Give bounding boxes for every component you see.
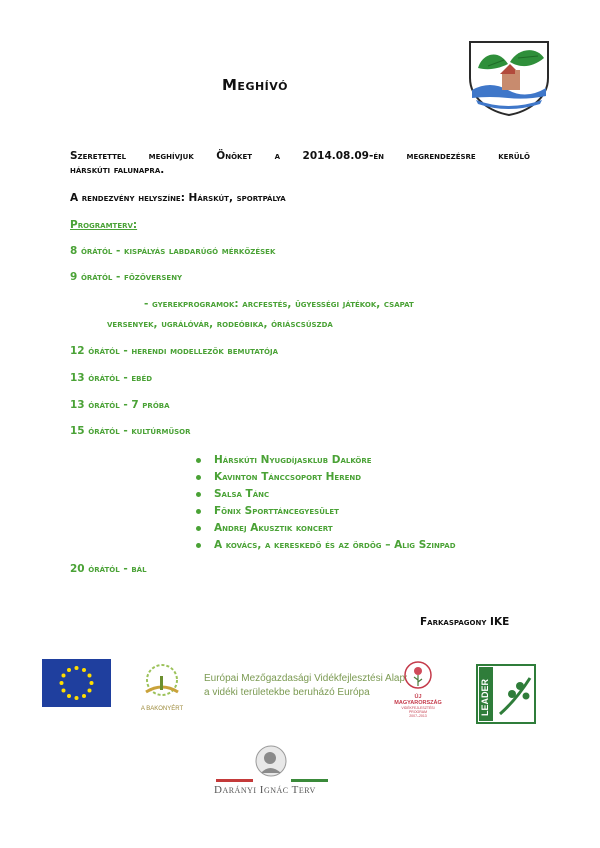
list-item: A kovács, a kereskedő és az ördög – Alig Szinpad	[196, 537, 456, 554]
intro-word: Szeretettel	[70, 150, 127, 162]
program-item: 20 órától - bál	[70, 563, 147, 575]
ujmo-years: 2007–2013	[409, 714, 427, 718]
eu-star-icon	[75, 666, 79, 670]
eu-star-icon	[88, 674, 92, 678]
eu-star-icon	[62, 689, 66, 693]
program-item: 15 órától - kultúrműsor	[70, 425, 191, 437]
eu-star-icon	[82, 694, 86, 698]
eafrd-line: a vidéki területekbe beruházó Európa	[204, 687, 370, 698]
eu-star-icon	[90, 681, 94, 685]
program-item: 13 órától - 7 próba	[70, 399, 170, 411]
eafrd-text	[204, 672, 408, 700]
portrait-icon	[255, 745, 287, 777]
list-item: Főnix Sporttáncegyesület	[196, 503, 456, 520]
ujmo-sub: VIDÉKFEJLESZTÉSI PROGRAM	[401, 706, 435, 714]
eu-flag-icon	[42, 659, 111, 707]
program-item: - gyerekprogramok: arcfestés, ügyességi játékok, csapat	[144, 298, 414, 310]
daranyi-label: Darányi Ignác Terv	[214, 784, 316, 796]
village-crest-icon	[468, 40, 550, 116]
signature: Farkaspagony IKE	[420, 616, 510, 628]
eu-star-icon	[60, 681, 64, 685]
list-item: Kavinton Tánccsoport Herend	[196, 469, 456, 486]
intro-word: Önöket	[216, 150, 253, 162]
eu-star-icon	[67, 694, 71, 698]
flower-icon	[403, 660, 433, 690]
eu-star-icon	[67, 668, 71, 672]
eu-star-icon	[82, 668, 86, 672]
intro-word: 2014.08.09-én	[302, 150, 384, 162]
leader-label: LEADER	[480, 678, 490, 716]
bakonyert-label: A BAKONYÉRT	[140, 706, 184, 712]
program-heading: Programterv:	[70, 219, 138, 231]
leader-logo-icon	[476, 664, 536, 724]
flag-stripe	[216, 779, 328, 782]
intro-word: kerülő	[498, 150, 530, 162]
bullet-icon	[196, 509, 201, 514]
list-item: Andrej Akusztik koncert	[196, 520, 456, 537]
list-item: Salsa Tánc	[196, 486, 456, 503]
intro-word: a	[274, 150, 280, 162]
tree-icon	[136, 662, 188, 702]
page-title: Meghívó	[222, 76, 288, 94]
intro-word: meghívjuk	[148, 150, 194, 162]
venue-line: A rendezvény helyszíne: Hárskút, sportpálya	[70, 192, 286, 204]
bullet-icon	[196, 475, 201, 480]
bullet-icon	[196, 492, 201, 497]
eu-star-icon	[62, 674, 66, 678]
bullet-icon	[196, 458, 201, 463]
ujmo-title: ÚJ MAGYARORSZÁG	[394, 694, 442, 706]
bullet-icon	[196, 526, 201, 531]
program-item: 13 órától - ebéd	[70, 372, 153, 384]
program-item: 9 órától - főzőverseny	[70, 271, 183, 283]
eu-star-icon	[75, 696, 79, 700]
uj-magyarorszag-logo	[392, 660, 444, 716]
list-item: Hárskúti Nyugdíjasklub Dalköre	[196, 452, 456, 469]
program-item: versenyek, ugrálóvár, rodeóbika, óriáscsúszda	[107, 318, 333, 330]
program-item: 8 órától - kispályás labdarúgó mérkőzések	[70, 245, 276, 257]
culture-list	[196, 452, 456, 554]
bullet-icon	[196, 543, 201, 548]
eu-star-icon	[88, 689, 92, 693]
program-item: 12 órától - herendi modellezők bemutatója	[70, 345, 279, 357]
intro-line-1	[70, 150, 530, 162]
intro-word: megrendezésre	[406, 150, 476, 162]
eafrd-line: Európai Mezőgazdasági Vidékfejlesztési Alap:	[204, 673, 408, 684]
bakonyert-logo	[136, 662, 188, 710]
intro-line-2: hárskúti falunapra.	[70, 164, 165, 176]
